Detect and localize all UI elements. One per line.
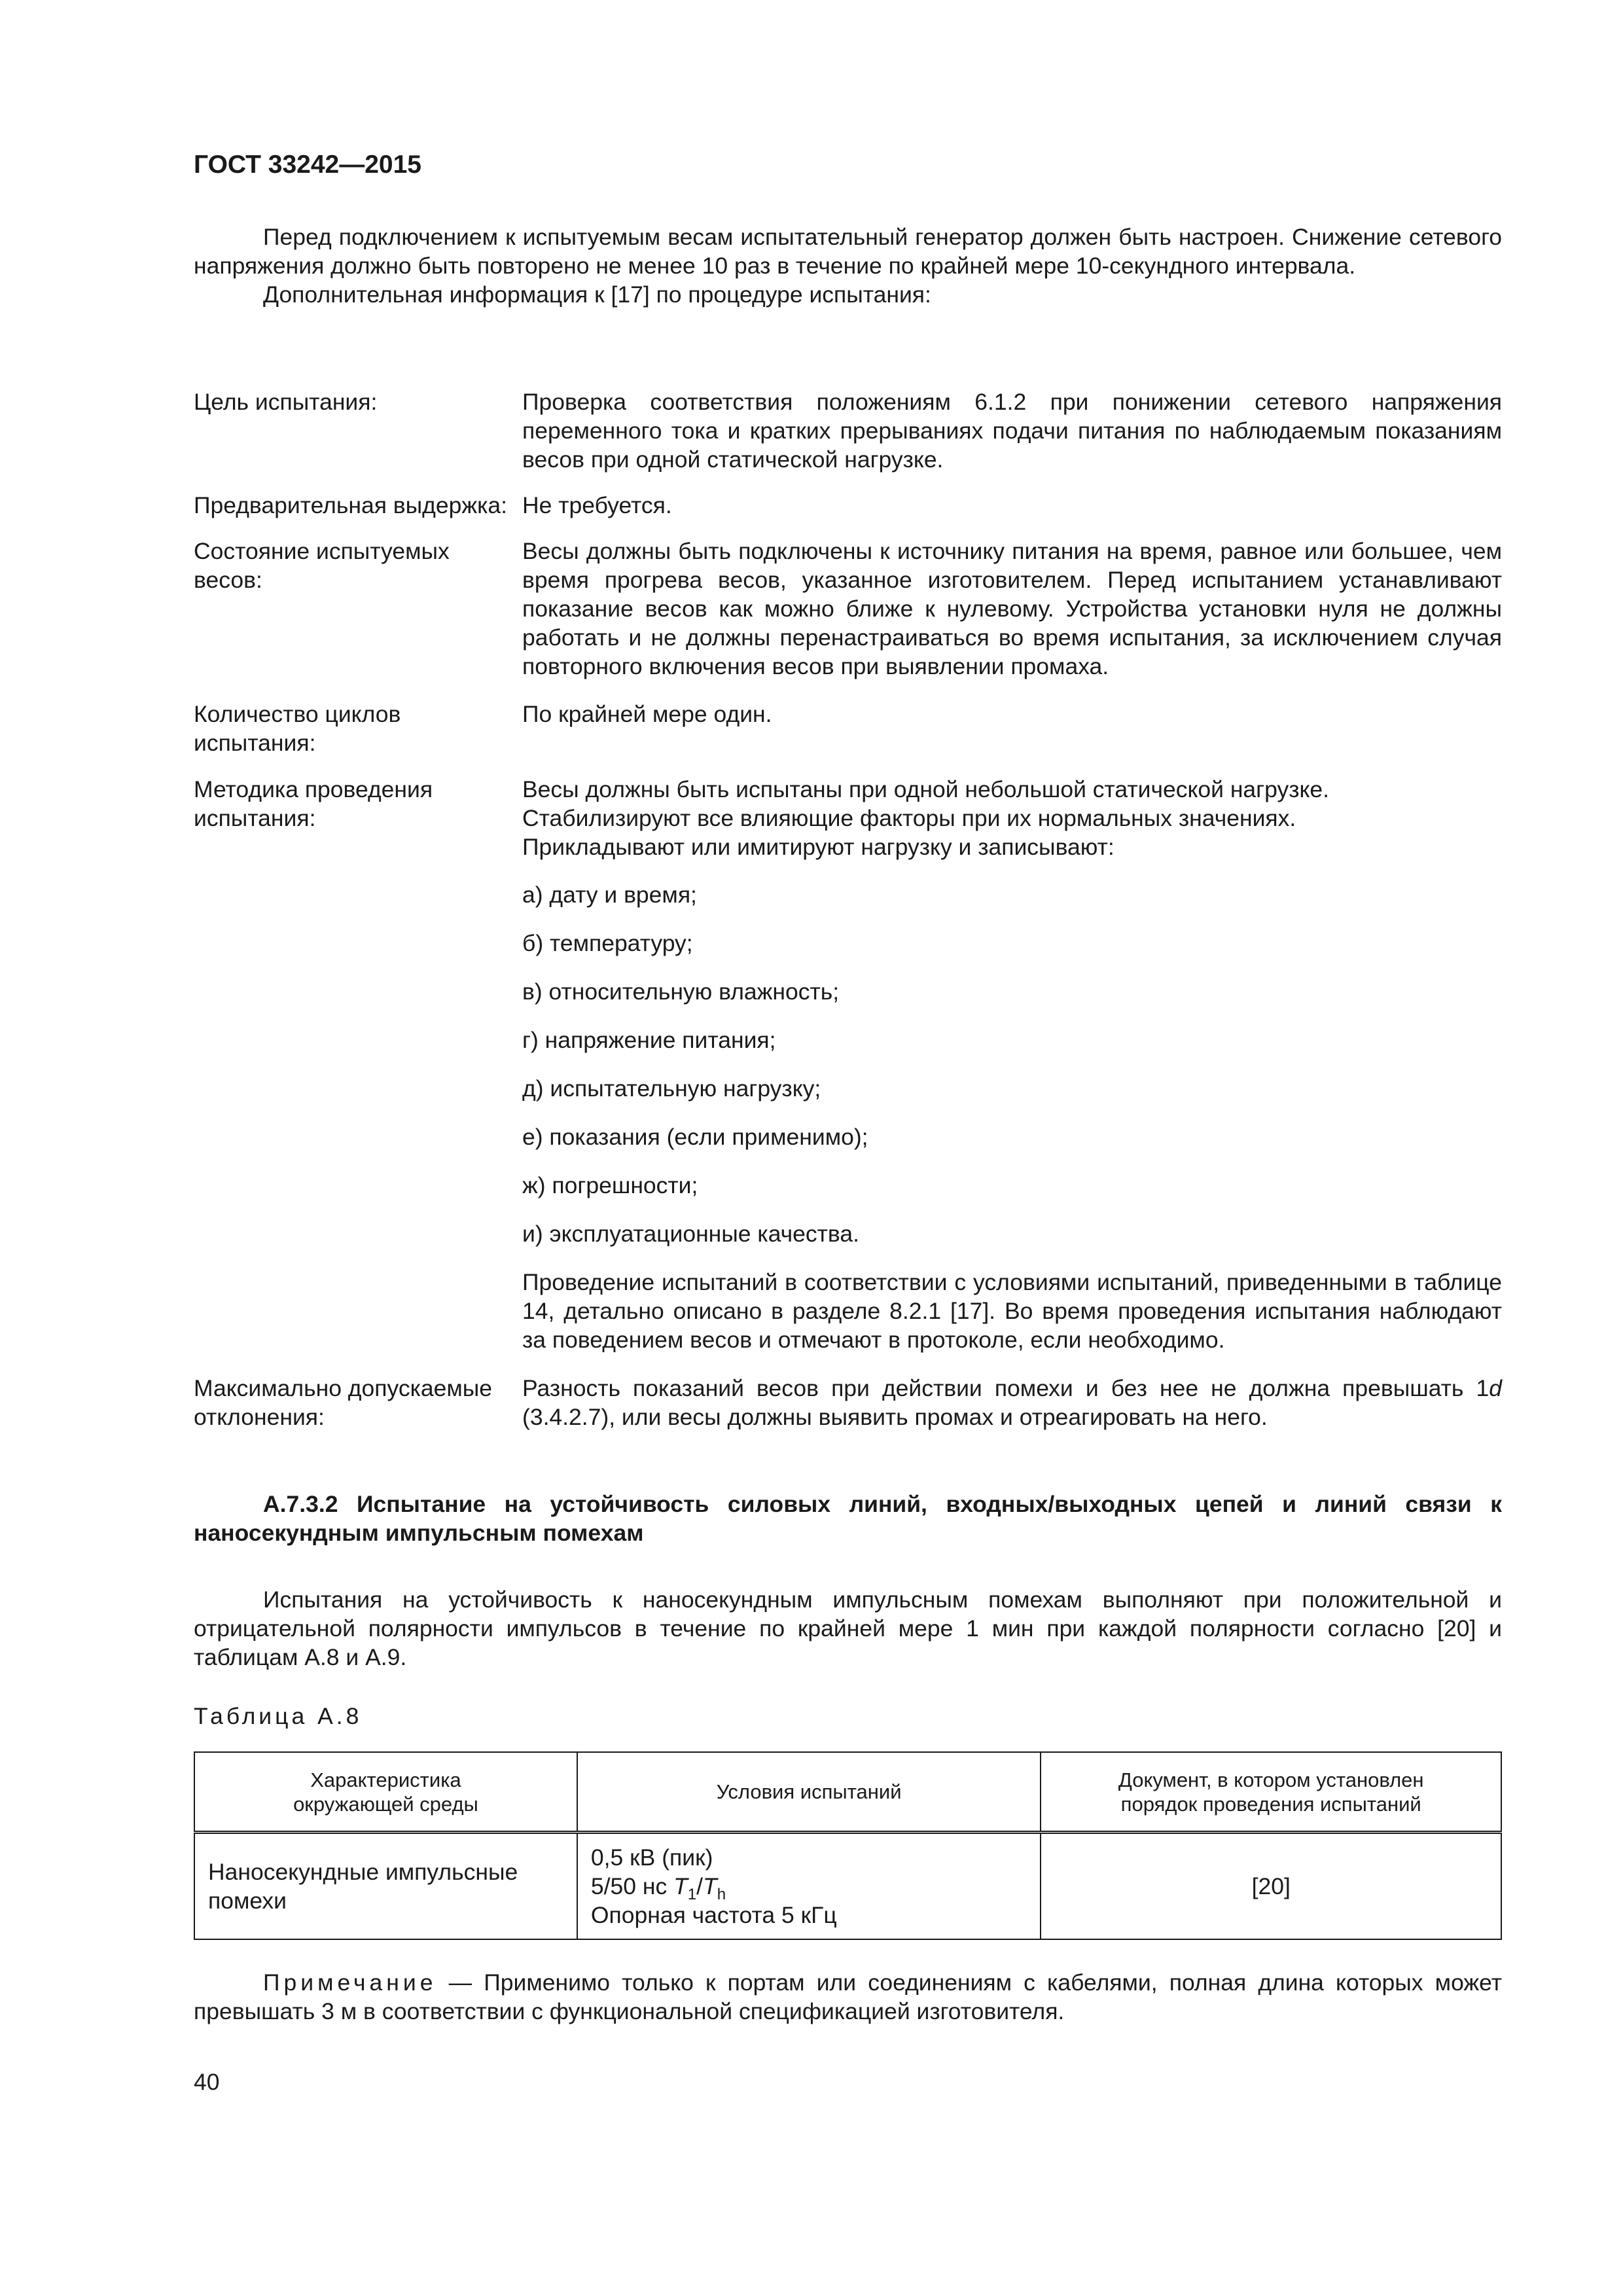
- procedure-text: [522, 1374, 1502, 1431]
- column-header: [194, 1752, 577, 1833]
- list-item: б) температуру;: [522, 930, 693, 956]
- procedure-method: [522, 775, 1502, 1354]
- condition-line: Опорная частота 5 кГц: [590, 1902, 837, 1928]
- time-subscript: h: [717, 1886, 726, 1904]
- list-item: д) испытательную нагрузку;: [522, 1075, 821, 1102]
- document-page: [194, 0, 1502, 2296]
- procedure-term: Количество циклов испытания:: [194, 701, 401, 756]
- max-dev-text: Разность показаний весов при действии помехи и без нее не должна превышать 1: [522, 1375, 1489, 1401]
- table-row: [194, 1833, 1501, 1940]
- procedure-term: Методика проведения испытания:: [194, 776, 433, 831]
- procedure-text: Весы должны быть подключены к источнику питания на время, равное или большее, чем время прогрева весов, указанное изготовителем. Перед испытанием устанавливают показание весов как можно ближе к нулевому. Устройства установки нуля не должны работать и не должны перенастраиваться во время испытания, за исключением случая повторного включения весов при выявлении промаха.: [522, 538, 1502, 679]
- table-note: [194, 1968, 1502, 2026]
- cell-text: Наносекундные импульсные помехи: [208, 1859, 518, 1914]
- condition-line: [590, 1872, 1027, 1904]
- procedure-text: Проверка соответствия положениям 6.1.2 при понижении сетевого напряжения переменного тока и кратких прерываниях подачи питания по наблюдаемым показаниям весов при одной статической нагрузке.: [522, 389, 1502, 473]
- intro-paragraph: Дополнительная информация к [17] по процедуре испытания:: [263, 281, 931, 308]
- intro-block: [194, 223, 1502, 309]
- procedure-row: [194, 491, 1502, 520]
- page-number: 40: [194, 2069, 220, 2095]
- list-item: а) дату и время;: [522, 882, 697, 908]
- procedure-term: Цель испытания:: [194, 389, 378, 415]
- standard-code: ГОСТ 33242—2015: [194, 151, 421, 179]
- section-paragraph: Испытания на устойчивость к наносекундным импульсным помехам выполняют при положительной и отрицательной полярности импульсов в течение по крайней мере 1 мин при каждой полярности согласно [20] и таблицам А.8 и А.9.: [194, 1587, 1502, 1670]
- procedure-row: [194, 700, 1502, 757]
- method-line: Стабилизируют все влияющие факторы при их нормальных значениях.: [522, 805, 1296, 831]
- table-cell: [194, 1833, 577, 1940]
- note-label: Примечание: [263, 1969, 437, 1996]
- intro-paragraph: Перед подключением к испытуемым весам испытательный генератор должен быть настроен. Снижение сетевого напряжения должно быть повторено не менее 10 раз в течение по крайней мере 10-секундного интервала.: [194, 224, 1502, 279]
- table-caption-word: Таблица: [194, 1703, 308, 1729]
- table-caption: [194, 1702, 362, 1731]
- list-item: в) относительную влажность;: [522, 978, 840, 1005]
- list-item: ж) погрешности;: [522, 1172, 698, 1198]
- column-header-text: Документ, в котором установлен порядок проведения испытаний: [1118, 1768, 1424, 1816]
- procedure-text: По крайней мере один.: [522, 701, 772, 727]
- procedure-row: [194, 387, 1502, 474]
- procedure-text: Не требуется.: [522, 492, 672, 518]
- max-dev-text-end: (3.4.2.7), или весы должны выявить промах и отреагировать на него.: [522, 1404, 1268, 1430]
- table-a8: [194, 1751, 1502, 1940]
- table-cell: [20]: [1041, 1833, 1501, 1940]
- procedure-table: [194, 387, 1502, 1431]
- method-line: Весы должны быть испытаны при одной небольшой статической нагрузке.: [522, 776, 1330, 802]
- condition-line: 0,5 кВ (пик): [590, 1844, 713, 1871]
- procedure-row: [194, 537, 1502, 681]
- column-header: Условия испытаний: [577, 1752, 1041, 1833]
- condition-prefix: 5/50 нс: [590, 1873, 674, 1899]
- list-item: и) эксплуатационные качества.: [522, 1221, 859, 1247]
- time-symbol: T: [703, 1873, 717, 1899]
- column-header: [1041, 1752, 1501, 1833]
- method-line: Прикладывают или имитируют нагрузку и записывают:: [522, 834, 1115, 860]
- method-conclusion: Проведение испытаний в соответствии с условиями испытаний, приведенными в таблице 14, детально описано в разделе 8.2.1 [17]. Во время проведения испытания наблюдают за поведением весов и отмечают в протоколе, если необходимо.: [522, 1269, 1502, 1353]
- procedure-term: Состояние испытуемых весов:: [194, 538, 450, 593]
- slash: /: [696, 1873, 704, 1899]
- time-subscript: 1: [687, 1886, 697, 1904]
- table-caption-number: А.8: [308, 1703, 363, 1729]
- division-symbol: d: [1489, 1375, 1502, 1401]
- procedure-term: Предварительная выдержка:: [194, 492, 508, 518]
- recorded-items-list: [522, 880, 1502, 1248]
- list-item: г) напряжение питания;: [522, 1027, 776, 1053]
- note-text: — Применимо только к портам или соединениям с кабелями, полная длина которых может превышать 3 м в соответствии с функциональной спецификацией изготовителя.: [194, 1969, 1502, 2024]
- table-header-row: [194, 1752, 1501, 1833]
- column-header-text: Характеристика окружающей среды: [293, 1768, 478, 1816]
- procedure-term: Максимально допускаемые отклонения:: [194, 1375, 493, 1430]
- section-heading: А.7.3.2 Испытание на устойчивость силовых линий, входных/выходных цепей и линий связи к наносекундным импульсным помехам: [194, 1491, 1502, 1546]
- time-symbol: T: [673, 1873, 688, 1899]
- procedure-row: [194, 775, 1502, 1354]
- table-cell: [577, 1833, 1041, 1940]
- list-item: е) показания (если применимо);: [522, 1124, 868, 1150]
- procedure-row: [194, 1374, 1502, 1431]
